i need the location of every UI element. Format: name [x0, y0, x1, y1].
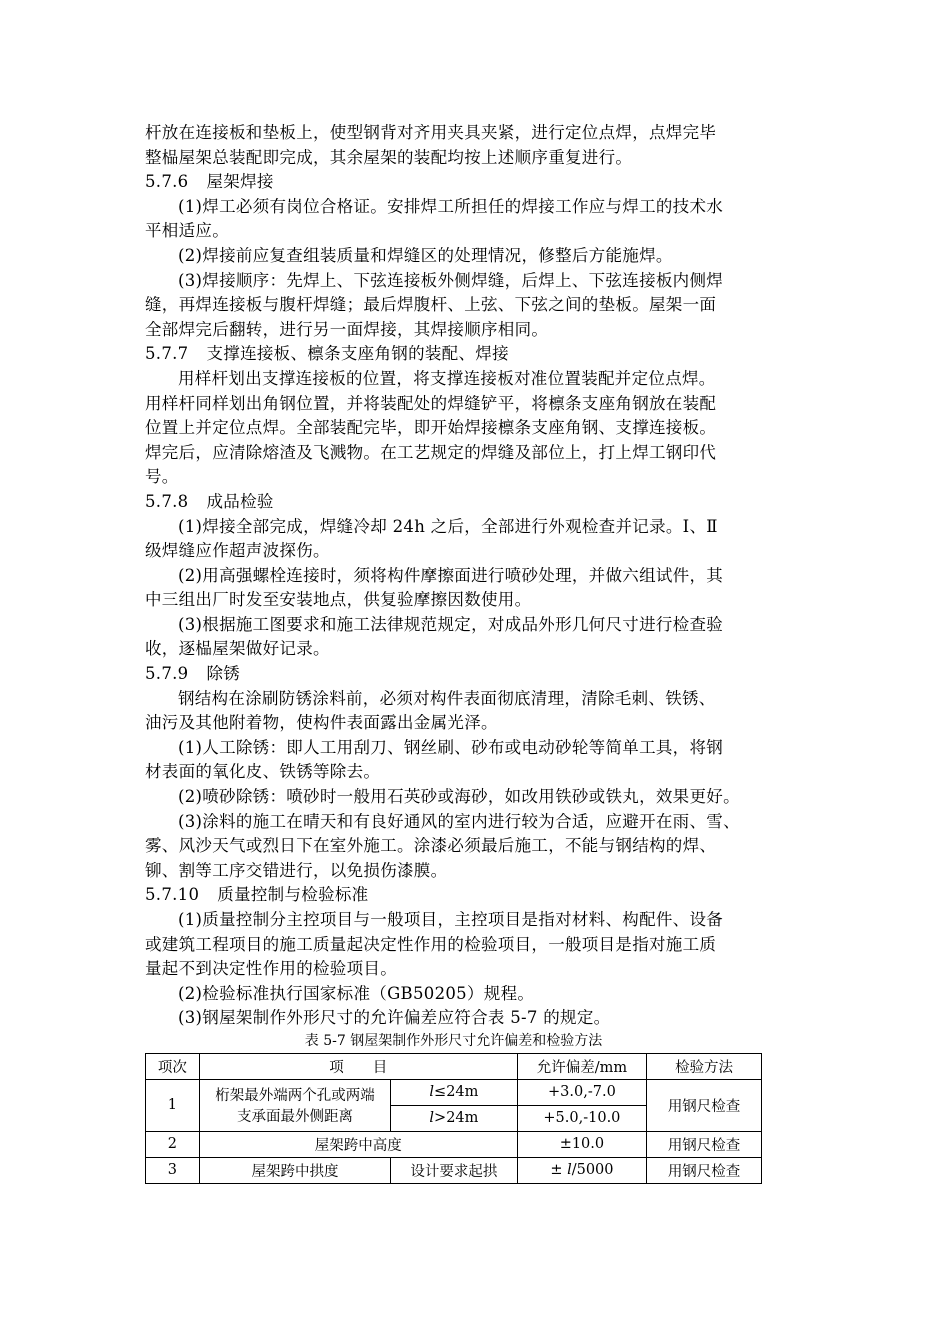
cell-text: 桁架最外端两个孔或两端	[215, 1088, 375, 1105]
table-cell: 2	[146, 1131, 200, 1157]
text-line: 号。	[145, 467, 179, 487]
text-line: 油污及其他附着物，使构件表面露出金属光泽。	[145, 713, 498, 733]
cell-text: ≤24m	[434, 1084, 479, 1101]
section-title: 除锈	[206, 664, 241, 684]
text-line: 或建筑工程项目的施工质量起决定性作用的检验项目，一般项目是指对施工质	[145, 934, 717, 954]
text-line: 全部焊完后翻转，进行另一面焊接，其焊接顺序相同。	[145, 319, 549, 339]
cell-text: /5000	[571, 1162, 614, 1179]
section-heading-5-7-8	[145, 490, 810, 515]
header-cell: 项次	[146, 1053, 200, 1079]
cell-text: 支承面最外侧距离	[236, 1109, 353, 1126]
table-cell: 屋架跨中拱度	[199, 1157, 390, 1183]
header-cell: 允许偏差/mm	[517, 1053, 646, 1079]
table-cell: 用钢尺检查	[647, 1157, 762, 1183]
variable-symbol: l	[429, 1084, 435, 1101]
text-line: (2)喷砂除锈：喷砂时一般用石英砂或海砂，如改用铁砂或铁丸，效果更好。	[178, 787, 740, 807]
text-line: (2)用高强螺栓连接时，须将构件摩擦面进行喷砂处理，并做六组试件，其	[178, 565, 724, 585]
text-line: 平相适应。	[145, 221, 229, 241]
text-line: 整榀屋架总装配即完成，其余屋架的装配均按上述顺序重复进行。	[145, 147, 633, 167]
text-line: 杆放在连接板和垫板上，使型钢背对齐用夹具夹紧，进行定位点焊，点焊完毕	[145, 123, 717, 142]
section-number: 5.7.6	[145, 172, 189, 192]
section-title: 成品检验	[206, 491, 274, 511]
variable-symbol: l	[567, 1162, 572, 1179]
table-cell	[199, 1079, 390, 1131]
table-cell: 用钢尺检查	[647, 1131, 762, 1157]
text-line: (1)焊接全部完成，焊缝冷却 24h 之后，全部进行外观检查并记录。Ⅰ、Ⅱ	[178, 516, 718, 536]
section-title: 屋架焊接	[206, 172, 274, 192]
text-line: 中三组出厂时发至安装地点，供复验摩擦因数使用。	[145, 590, 532, 610]
section-number: 5.7.10	[145, 885, 200, 905]
text-line: 雾、风沙天气或烈日下在室外施工。涂漆必须最后施工，不能与钢结构的焊、	[145, 836, 717, 856]
header-cell: 检验方法	[647, 1053, 762, 1079]
cell-text: >24m	[434, 1110, 479, 1127]
table-cell: +3.0,-7.0	[517, 1079, 646, 1105]
text-line: (2)检验标准执行国家标准（GB50205）规程。	[178, 983, 535, 1003]
text-line: 焊完后，应清除熔渣及飞溅物。在工艺规定的焊缝及部位上，打上焊工钢印代	[145, 442, 717, 462]
text-line: 量起不到决定性作用的检验项目。	[145, 959, 397, 979]
document-body	[145, 121, 810, 1184]
section-heading-5-7-7	[145, 342, 810, 367]
table-cell	[391, 1079, 518, 1105]
section-title: 质量控制与检验标准	[217, 885, 369, 905]
text-line: (2)焊接前应复查组装质量和焊缝区的处理情况，修整后方能施焊。	[178, 245, 673, 265]
table-cell: 3	[146, 1157, 200, 1183]
section-heading-5-7-6	[145, 170, 810, 195]
text-line: 收，逐榀屋架做好记录。	[145, 639, 330, 659]
section-number: 5.7.7	[145, 344, 189, 364]
section-number: 5.7.9	[145, 664, 189, 684]
text-line: 材表面的氧化皮、铁锈等除去。	[145, 762, 381, 782]
table-row	[146, 1079, 762, 1105]
text-line: 用样杆划出支撑连接板的位置，将支撑连接板对准位置装配并定位点焊。	[178, 368, 716, 388]
text-line: (1)焊工必须有岗位合格证。安排焊工所担任的焊接工作应与焊工的技术水	[178, 196, 724, 216]
table-cell	[391, 1105, 518, 1131]
table-caption: 表 5-7 钢屋架制作外形尺寸允许偏差和检验方法	[304, 1032, 603, 1049]
text-line: (1)质量控制分主控项目与一般项目，主控项目是指对材料、构配件、设备	[178, 910, 724, 929]
table-cell: 1	[146, 1079, 200, 1131]
variable-symbol: l	[429, 1110, 435, 1127]
text-line: (3)焊接顺序：先焊上、下弦连接板外侧焊缝，后焊上、下弦连接板内侧焊	[178, 270, 724, 290]
text-line: (3)根据施工图要求和施工法律规范规定，对成品外形几何尺寸进行检查验	[178, 614, 724, 634]
cell-text: ±	[550, 1162, 563, 1179]
table-row	[146, 1131, 762, 1157]
text-line: 缝，再焊连接板与腹杆焊缝；最后焊腹杆、上弦、下弦之间的垫板。屋架一面	[145, 295, 717, 315]
text-line: (3)涂料的施工在晴天和有良好通风的室内进行较为合适，应避开在雨、雪、	[178, 811, 740, 831]
tolerance-table	[145, 1053, 762, 1184]
table-cell: 屋架跨中高度	[199, 1131, 517, 1157]
text-line: 级焊缝应作超声波探伤。	[145, 541, 330, 561]
table-row	[146, 1157, 762, 1183]
table-header-row	[146, 1053, 762, 1079]
table-cell	[517, 1157, 646, 1183]
table-cell: +5.0,-10.0	[517, 1105, 646, 1131]
header-cell: 项 目	[199, 1053, 517, 1079]
table-cell: 用钢尺检查	[647, 1079, 762, 1131]
text-line: (3)钢屋架制作外形尺寸的允许偏差应符合表 5-7 的规定。	[178, 1008, 611, 1028]
text-line: (1)人工除锈：即人工用刮刀、钢丝刷、砂布或电动砂轮等简单工具，将钢	[178, 737, 724, 757]
text-line: 铆、割等工序交错进行，以免损伤漆膜。	[145, 860, 448, 880]
section-heading-5-7-10	[145, 883, 810, 908]
text-line: 钢结构在涂刷防锈涂料前，必须对构件表面彻底清理，清除毛刺、铁锈、	[178, 688, 716, 708]
section-number: 5.7.8	[145, 491, 189, 511]
section-title: 支撑连接板、檩条支座角钢的装配、焊接	[206, 344, 509, 364]
table-cell: 设计要求起拱	[391, 1157, 518, 1183]
text-line: 用样杆同样划出角钢位置，并将装配处的焊缝铲平，将檩条支座角钢放在装配	[145, 393, 717, 413]
section-heading-5-7-9	[145, 662, 810, 687]
table-cell: ±10.0	[517, 1131, 646, 1157]
text-line: 位置上并定位点焊。全部装配完毕，即开始焊接檩条支座角钢、支撑连接板。	[145, 418, 717, 438]
